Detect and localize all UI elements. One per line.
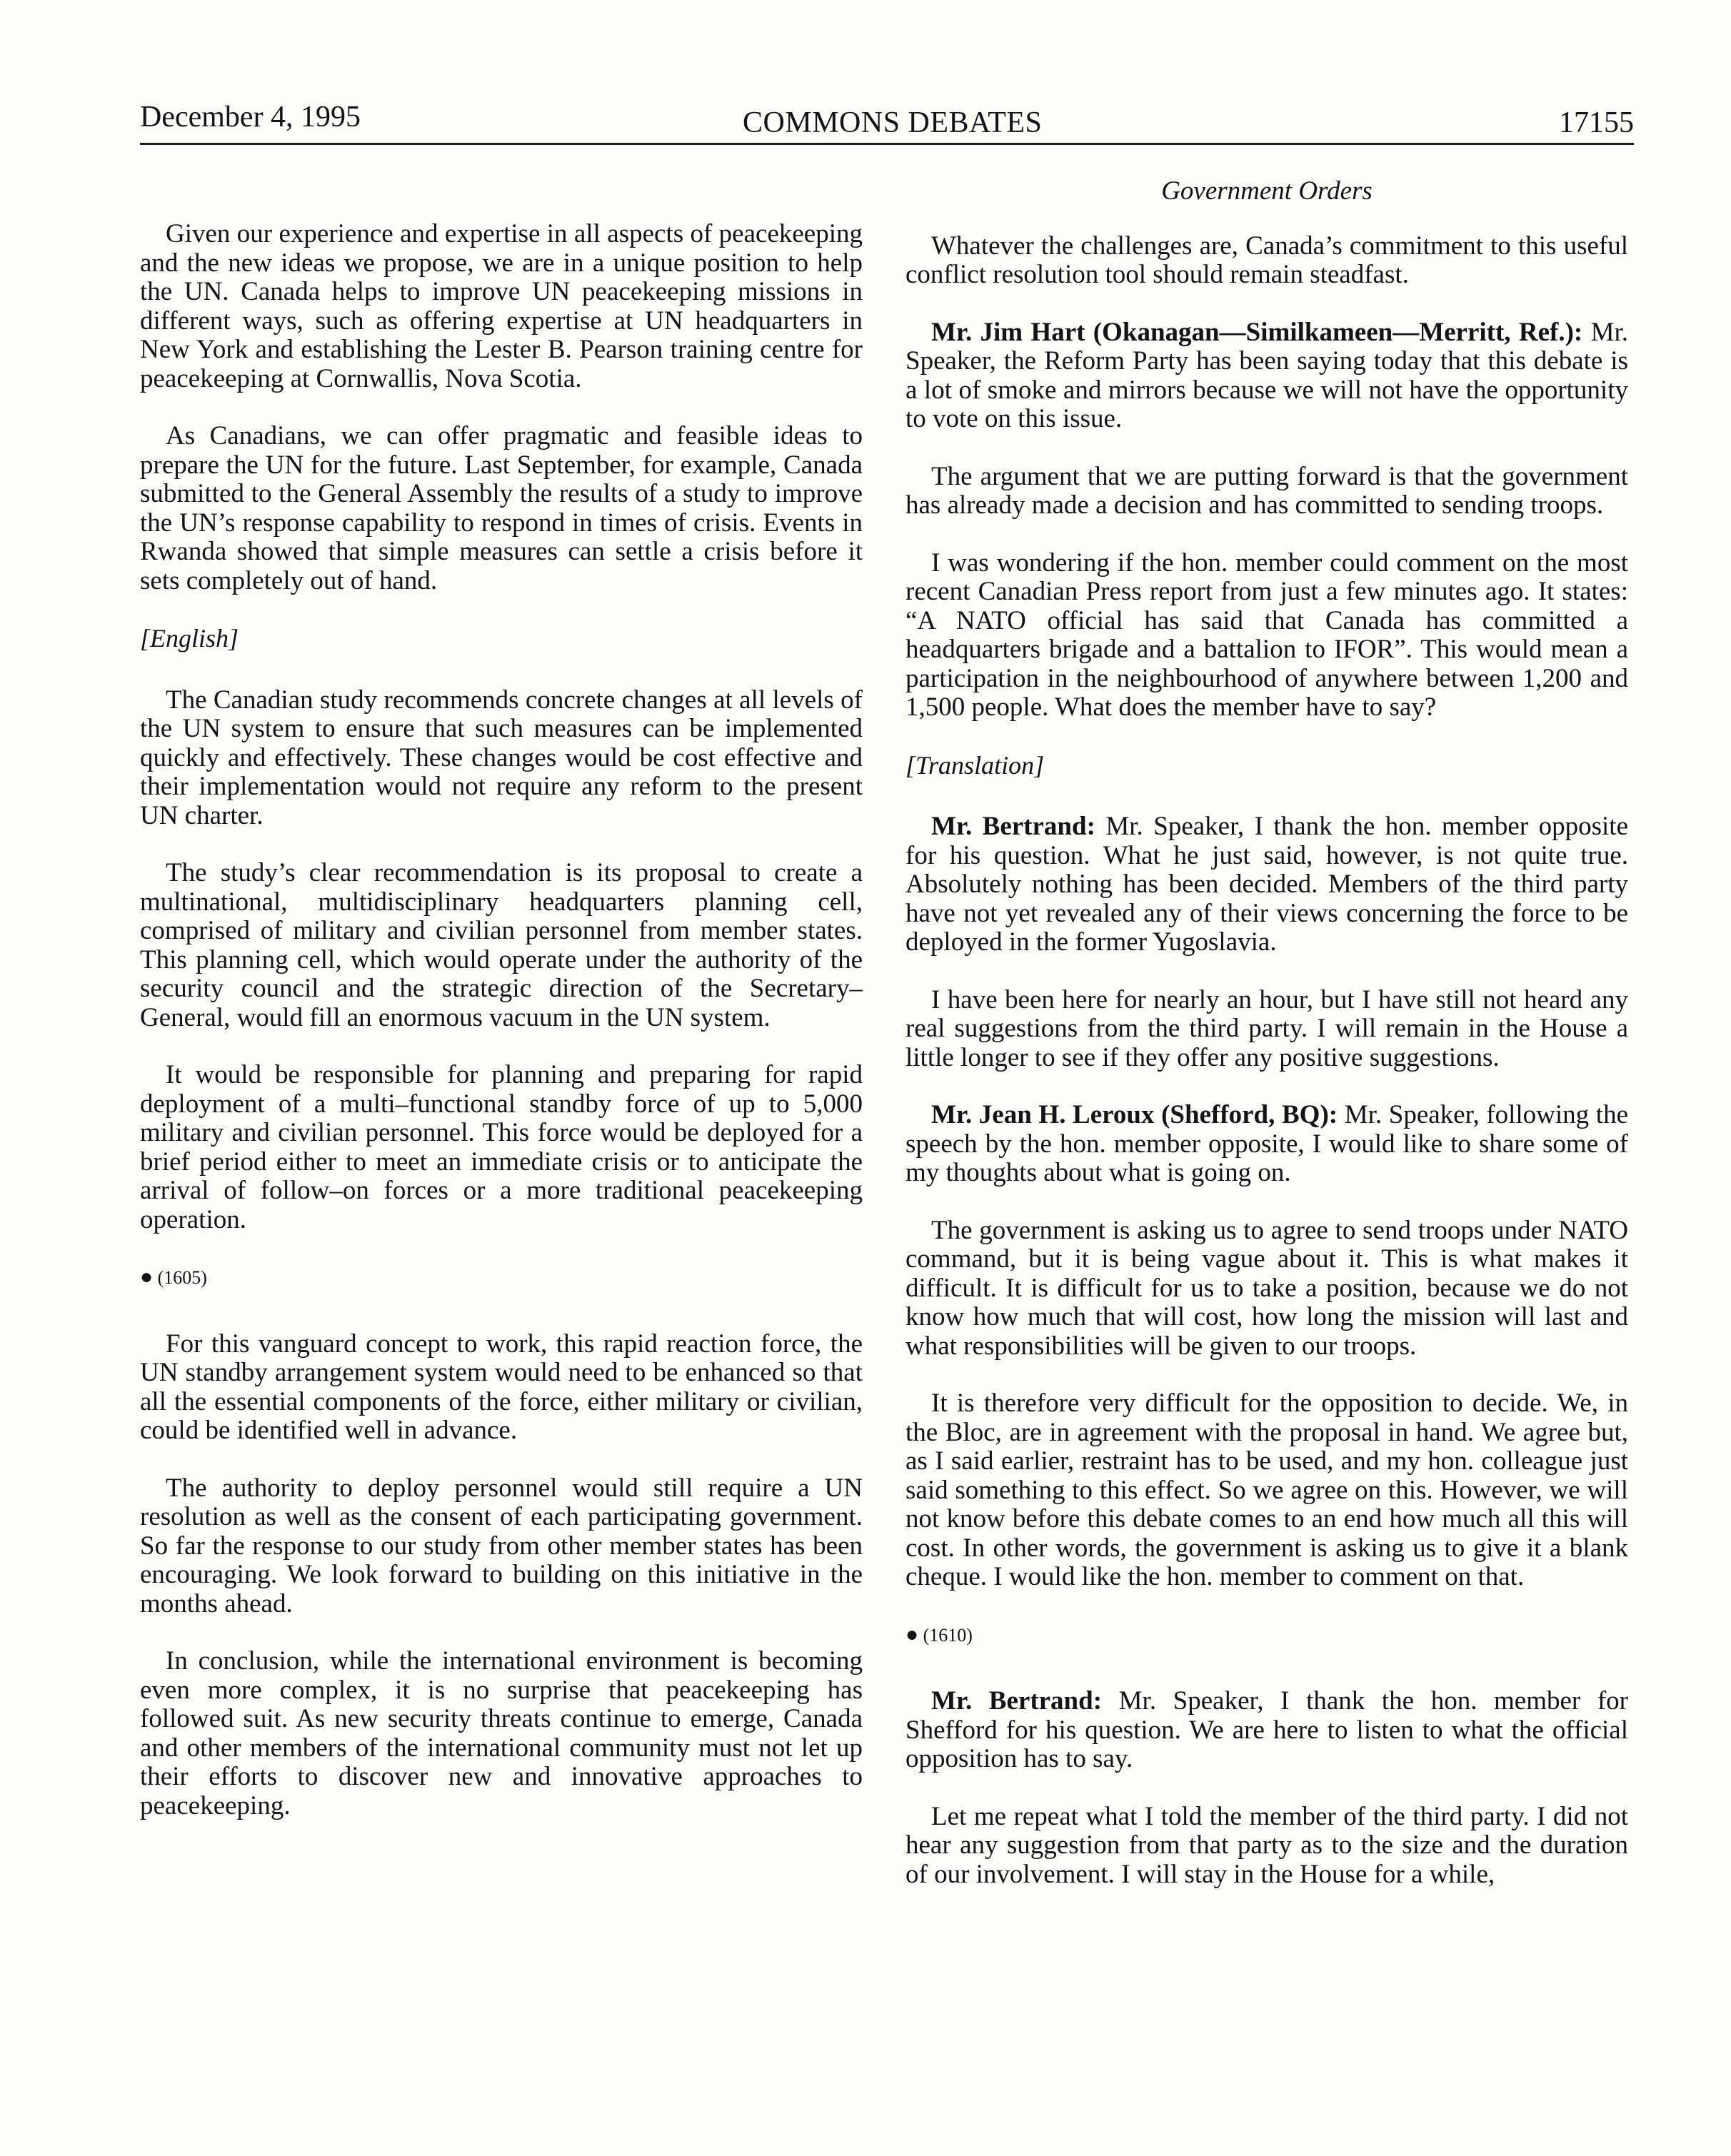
left-column [140, 220, 863, 1849]
speech-paragraph [905, 318, 1628, 434]
timestamp-marker [905, 1621, 1628, 1651]
paragraph: It would be responsible for planning and preparing for rapid deployment of a multi–functional standby force of up to 5,000 military and civilian personnel. This force would be deployed for a brief period either to meet an immediate crisis or to anticipate the arrival of follow–on forces or a more traditional peacekeeping operation. [140, 1060, 863, 1234]
paragraph: Given our experience and expertise in all aspects of peacekeeping and the new ideas we propose, we are in a unique position to help the UN. Canada helps to improve UN peacekeeping missions in different ways, such as offering expertise at UN headquarters in New York and establishing the Lester B. Pearson training centre for peacekeeping at Cornwallis, Nova Scotia. [140, 219, 863, 393]
paragraph: Whatever the challenges are, Canada’s commitment to this useful conflict resolution tool should remain steadfast. [905, 231, 1628, 289]
speech-text: Mr. Speaker, the Reform Party has been saying today that this debate is a lot of smoke and mirrors because we will not have the opportunity to vote on this issue. [905, 317, 1629, 433]
language-marker: [English] [140, 624, 239, 653]
speech-text: Mr. Speaker, I thank the hon. member opposite for his question. What he just said, however, is not quite true. Absolutely nothing has been decided. Members of the third party have not yet revealed any of their views concerning the force to be deployed in the former Yugoslavia. [905, 812, 1628, 957]
speaker-name: Mr. Jean H. Leroux (Shefford, BQ): [931, 1100, 1338, 1129]
paragraph: I have been here for nearly an hour, but I have still not heard any real suggestions from the third party. I will remain in the House a little longer to see if they offer any positive suggestions. [905, 984, 1628, 1072]
section-heading: Government Orders [1161, 176, 1373, 206]
paragraph: It is therefore very difficult for the opposition to decide. We, in the Bloc, are in agreement with the proposal in hand. We agree but, as I said earlier, restraint has to be used, and my hon. colleague just said something to this effect. So we agree on this. However, we will not know before this debate comes to an end how much all this will cost. In other words, the government is asking us to give it a blank cheque. I would like the hon. member to comment on that. [905, 1389, 1628, 1591]
paragraph: The authority to deploy personnel would still require a UN resolution as well as the consent of each participating government. So far the response to our study from other member states has been encouraging. We look forward to building on this initiative in the months ahead. [140, 1473, 863, 1618]
bullet-icon: ● [905, 1622, 919, 1646]
page-header [140, 93, 1634, 144]
speech-paragraph [905, 812, 1628, 957]
paragraph: Let me repeat what I told the member of the third party. I did not hear any suggestion from that party as to the size and the duration of our involvement. I will stay in the House for a while, [905, 1801, 1628, 1889]
speech-text: Mr. Speaker, I thank the hon. member for Shefford for his question. We are here to listen to what the official opposition has to say. [905, 1686, 1628, 1773]
paragraph: The government is asking us to agree to send troops under NATO command, but it is being vague about it. This is what makes it difficult. It is difficult for us to take a position, because we do not know how much that will cost, how long the mission will last and what responsibilities will be given to our troops. [905, 1215, 1628, 1361]
speaker-name: Mr. Jim Hart (Okanagan—Similkameen—Merritt, Ref.): [931, 317, 1583, 347]
paragraph: The Canadian study recommends concrete changes at all levels of the UN system to ensure that such measures can be implemented quickly and effectively. These changes would be cost effective and their implementation would not require any reform to the present UN charter. [140, 685, 863, 830]
speech-text: Mr. Speaker, following the speech by the hon. member opposite, I would like to share some of my thoughts about what is going on. [905, 1100, 1628, 1187]
right-column [905, 177, 1628, 1918]
paragraph: As Canadians, we can offer pragmatic and feasible ideas to prepare the UN for the future. Last September, for example, Canada submitted to the General Assembly the results of a study to improve the UN’s response capability to respond in times of crisis. Events in Rwanda showed that simple measures can settle a crisis before it sets completely out of hand. [140, 421, 863, 595]
speaker-name: Mr. Bertrand: [931, 1686, 1103, 1716]
paragraph: For this vanguard concept to work, this rapid reaction force, the UN standby arrangement system would need to be enhanced so that all the essential components of the force, either military or civilian, could be identified well in advance. [140, 1329, 863, 1445]
header-rule [140, 143, 1634, 145]
language-marker: [Translation] [905, 750, 1045, 780]
paragraph: The argument that we are putting forward is that the government has already made a decision and has committed to sending troops. [905, 461, 1628, 520]
timestamp-text: (1605) [157, 1267, 207, 1288]
speech-paragraph [905, 1101, 1628, 1188]
header-date: December 4, 1995 [140, 101, 361, 134]
bullet-icon: ● [140, 1265, 154, 1289]
paragraph: I was wondering if the hon. member could comment on the most recent Canadian Press report from just a few minutes ago. It states: “A NATO official has said that Canada has committed a headquarters brigade and a battalion to IFOR”. This would mean a participation in the neighbourhood of anywhere between 1,200 and 1,500 people. What does the member have to say? [905, 548, 1628, 722]
page-number: 17155 [1559, 106, 1634, 139]
timestamp-text: (1610) [923, 1624, 973, 1646]
publication-title: COMMONS DEBATES [743, 106, 1043, 139]
timestamp-marker [140, 1263, 863, 1293]
speech-paragraph [905, 1687, 1628, 1774]
paragraph: The study’s clear recommendation is its proposal to create a multinational, multidisciplinary headquarters planning cell, comprised of military and civilian personnel from member states. This planning cell, which would operate under the authority of the security council and the strategic direction of the Secretary–General, would fill an enormous vacuum in the UN system. [140, 858, 863, 1032]
paragraph: In conclusion, while the international environment is becoming even more complex, it is no surprise that peacekeeping has followed suit. As new security threats continue to emerge, Canada and other members of the international community must not let up their efforts to discover new and innovative approaches to peacekeeping. [140, 1646, 863, 1820]
speaker-name: Mr. Bertrand: [931, 812, 1095, 841]
